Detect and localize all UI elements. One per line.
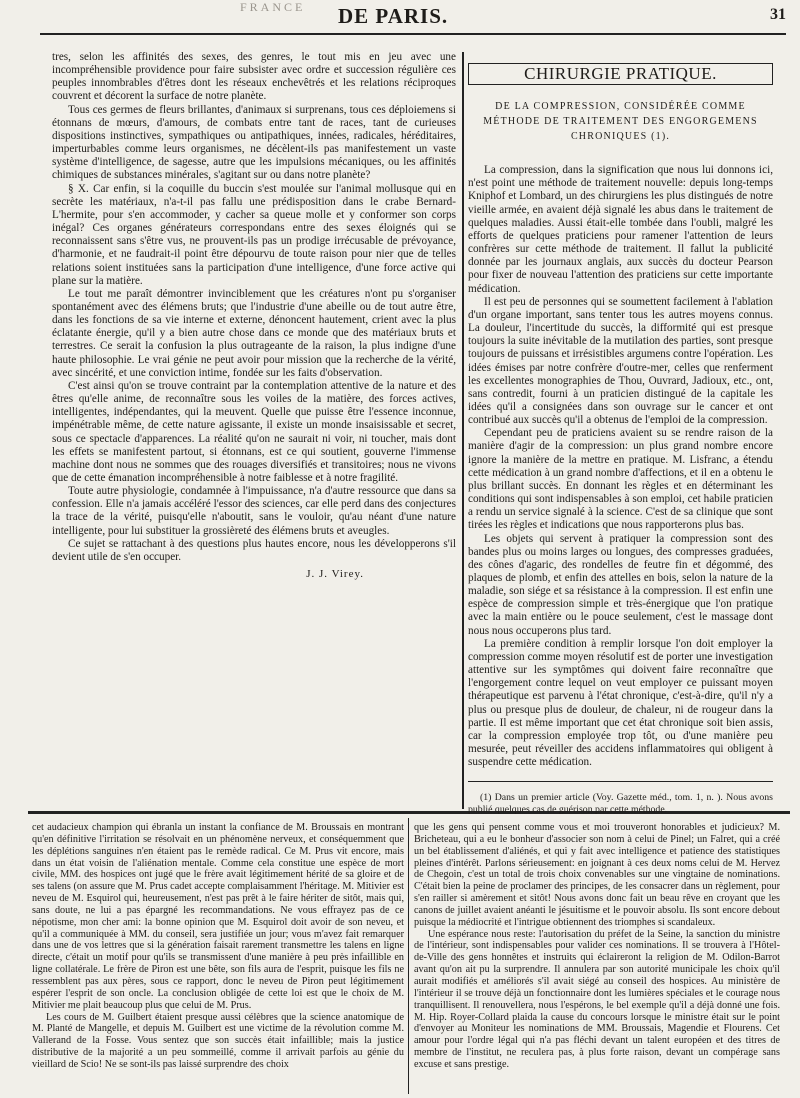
footnote-rule bbox=[468, 781, 773, 782]
paragraph: Tous ces germes de fleurs brillantes, d'animaux si surprenans, tous ces déploiemens si étonnans de mœurs, d'amours, de combats entre tant de races, tant de curieuses dispositions instinctives, sympathiques ou antipathiques, innées, radicales, héréditaires, imperturbables comme leurs organismes, ne décèlent-ils pas manifestement un vaste système d'intelligence, de sagesse, autre que les impulsions mécaniques, ou les affinités chimiques de substances minérales, s'agitant sur ou dans notre planète? bbox=[52, 103, 456, 182]
bottom-left-column bbox=[32, 822, 404, 1071]
paragraph: Les objets qui servent à pratiquer la compression sont des bandes plus ou moins larges ou longues, des compresses graduées, des cônes d'agaric, des rondelles de feutre fin et dégommé, des plaques de plomb, et enfin des attelles en bois, selon la nature de la maladie, son siége et sa résistance à la compression. Il est enfin une espèce de compression simple et très-énergique que l'on pratique avec la main entière ou le pouce seulement, c'est le massage dont nous nous occuperons plus tard. bbox=[468, 532, 773, 637]
paragraph: Le tout me paraît démontrer invinciblement que les créatures n'ont pu s'organiser spontanément avec des élémens bruts; que l'industrie d'une abeille ou de tout autre être, dans les fonctions de sa vie interne et externe, dénoncent hautement, crient avec la plus éclatante énergie, qu'il y a bien autre chose dans ce monde que des matériaux bruts et terrestres. Ce serait la confusion la plus outrageante de la raison, la plus indigne d'une haute philosophie. Le vrai génie ne peut avoir pour mission que la recherche de la vérité, avec sincérité, et une conviction intime, fondée sur les faits d'observation. bbox=[52, 287, 456, 379]
page-number: 31 bbox=[770, 6, 786, 23]
article-title: DE LA COMPRESSION, CONSIDÉRÉE COMME MÉTHODE DE TRAITEMENT DES ENGORGEMENS CHRONIQUES (1). bbox=[483, 101, 758, 143]
left-column bbox=[52, 51, 456, 581]
paragraph: Une espérance nous reste: l'autorisation du préfet de la Seine, la sanction du ministre de l'intérieur, sont indispensables pour valider ces nominations. Il se trouvera à l'Hôtel-de-Ville des gens honnêtes et instruits qui éclaireront la religion de M. Odilon-Barrot avant qu'on ait pu la surprendre. Il annulera par son autorité municipale les choix qu'il aurait modifiés et améliorés s'il avait siégé au conseil des hospices. Au ministère de l'intérieur il se trouve déjà un fonctionnaire dont les lumières spéciales et le courage nous tranquillisent. Il renouvellera, nous l'espérons, le bel exemple qu'il a déjà donné une fois. M. Hip. Royer-Collard plaida la cause du concours lorsque le ministre était sur le point d'envoyer au Moniteur les nominations de MM. Broussais, Magendie et Flourens. Cet amour pour l'ordre légal qui n'a pas fléchi devant un talent européen et des titres de membre de l'institut, ne reculera pas, à plus forte raison, devant un compérage sans excuse et sans prestige. bbox=[414, 928, 780, 1070]
paragraph: Il est peu de personnes qui se soumettent facilement à l'ablation d'un organe important, sans tenter tous les autres moyens connus. La douleur, l'incertitude du succès, la difformité qui est presque toujours la suite inévitable de la mutilation des parties, sont presque toujours de puissans et irrésistibles argumens contre l'opération. Les idées émises par notre confrère d'outre-mer, celles que renferment les excellentes monographies de Thou, Ouvrard, Jadioux, etc., ont, sans contredit, fourni à un praticien distingué de la capitale les idées qu'il a consignées dans son ouvrage sur le cancer et ont contribué aux succès qu'il a obtenus de l'emploi de la compression. bbox=[468, 295, 773, 427]
paragraph: cet audacieux champion qui ébranla un instant la confiance de M. Broussais en montrant qu'en définitive l'irritation se résolvait en un phénomène nerveux, et conséquemment que les déplétions sanguines n'en étaient pas le remède radical. Ce M. Prus vit encore, mais dans un état voisin de l'aliénation mentale. Comme cela constitue une espèce de mort civile, MM. des hospices ont jugé que le frère avait légitimement hérité de sa gloire et de ses talens (on assure que M. Prus cadet accepte complaisamment l'héritage. M. Mitivier est neveu de M. Esquirol qui, heureusement, n'est pas prêt à le faire hériter de sitôt, mais qui, sans doute, ne lui a pas épargné les recommandations. Ne vous effrayez pas de ce népotisme, mon cher ami: la bonne opinion que M. Esquirol doit avoir de son neveu, et qu'il a communiquée à MM. du conseil, sera justifiée un jour; vous m'avez fait remarquer dans une de vos lettres que si la génération faisait rarement transmettre les talens en ligne directe, c'était un motif pour qu'ils se transmissent d'une manière à peu près infaillible en ligne collatérale. Le frère de Piron est une bête, son fils aura de l'esprit, puisque les fils ne ressemblent pas aux pères, sous ce rapport, donc le neveu de Piron peut légitimement espérer l'esprit de son oncle. La conclusion obligée de cette loi est que le choix de M. Mitivier me plait beaucoup plus que celui de M. Prus. bbox=[32, 822, 404, 1011]
bottom-column-divider bbox=[408, 818, 409, 1094]
paragraph: Cependant peu de praticiens avaient su se rendre raison de la manière d'agir de la compression: un plus grand nombre encore ignore la manière de la mettre en pratique. M. Lisfranc, a étendu cette médication à un grand nombre d'affections, et il en a obtenu le plus brillant succès. En donnant les règles et en déterminant les conditions qui sont indispensables à son emploi, cet habile praticien a rendu un service signalé à la science. C'est de sa clinique que sont tirées les règles et indications que nous rapporterons plus bas. bbox=[468, 427, 773, 532]
column-divider bbox=[462, 52, 464, 809]
bleed-through-text: FRANCE bbox=[240, 0, 306, 14]
right-column bbox=[468, 63, 773, 816]
section-title: CHIRURGIE PRATIQUE. bbox=[468, 63, 773, 85]
paragraph: Toute autre physiologie, condamnée à l'impuissance, n'a d'autre ressource que dans sa confession. Elle n'a jamais accéléré l'essor des sciences, car elle perd dans des conjectures la trace de la vérité, puisqu'elle n'aboutit, sans le vouloir, qu'au néant d'une nature intelligente, pour lui substituer la grossièreté des élémens bruts et aveugles. bbox=[52, 485, 456, 537]
bottom-right-column bbox=[414, 822, 780, 1071]
masthead bbox=[0, 0, 800, 28]
header-rule bbox=[40, 33, 786, 35]
paragraph: § X. Car enfin, si la coquille du buccin s'est moulée sur l'animal mollusque qui en secrète les matériaux, n'a-t-il pas fallu une prédisposition dans le crabe Bernard-L'hermite, pour s'en accommoder, y cacher sa queue molle et y conformer son corps inégal? Ces organes générateurs correspondans entre des sexes éloignés qui se reconnaissent sans s'être vus, ne prouvent-ils pas un prodige irrécusable de prévoyance, d'harmonie, et ne faudrait-il point être dépourvu de toute raison pour nier que de telles relations soient instituées sans la participation d'une intelligence, d'une force active qui plane sur la matière. bbox=[52, 182, 456, 287]
paragraph: que les gens qui pensent comme vous et moi trouveront honorables et judicieux? M. Bricheteau, qui a eu le bonheur d'associer son nom à celui de Pinel; un Falret, qui a créé un bel établissement d'aliénés, et qui y fait avec intelligence et patience des statistiques pleines d'intérêt. Parlons sérieusement: en joignant à ces deux noms celui de M. Hervez de Chegoin, c'est un total de trois choix convenables sur une vingtaine de nominations. C'était bien la peine de proclamer des principes, de les consacrer dans un règlement, pour s'en railler si amèrement et sitôt! Nous avons donc fait un beau rêve en croyant que les canons de juillet avaient anéanti le jésuitisme et le pouvoir absolu. Ils sont encore debout puisque la médiocrité et l'intrigue obtiennent des triomphes si scandaleux. bbox=[414, 822, 780, 928]
paragraph: tres, selon les affinités des sexes, des genres, le tout mis en jeu avec une incompréhensible providence pour faire subsister avec ordre et succession régulière ces peuples innombrables d'êtres dont les réseaux enchevêtrés et les relations réciproques couvrent et décorent la surface de notre planète. bbox=[52, 51, 456, 103]
paragraph: C'est ainsi qu'on se trouve contraint par la contemplation attentive de la nature et des êtres qu'elle anime, de reconnaître sous les voiles de la matière, des forces actives, intelligentes, indépendantes, qui la meuvent. Quelle que puisse être l'essence inconnue, impénétrable même, de cette nature agissante, il existe un monde insaisissable et secret, sous ce spectacle d'apparences. La réalité qu'on ne saurait ni voir, ni toucher, mais dont les effets se manifestent partout, si étonnans, est ce qui soutient, gouverne l'immense machine dont nous ne sommes que des rouages diversifiés et transitoires; nous ne vivons que de cette émanation incompréhensible à notre faiblesse et à notre fragilité. bbox=[52, 379, 456, 484]
footnote: (1) Dans un premier article (Voy. Gazette méd., tom. 1, n. ). Nous avons publié quelques cas de guérison par cette méthode. bbox=[468, 792, 773, 816]
paragraph: La première condition à remplir lorsque l'on doit employer la compression comme moyen résolutif est de porter une investigation attentive sur les symptômes qui doivent faire reconnaître que l'engorgement contre lequel on veut employer ce puissant moyen thérapeutique est parvenu à l'état chronique, c'est-à-dire, qu'il n'y a plus ou presque plus de douleur, de chaleur, ni de rougeur dans la partie. Il est même important que cet état chronique soit bien assis, car la compression employée trop tôt, ou d'une manière peu mesurée, peut réveiller des accidens inflammatoires qui obligent à suspendre cette médication. bbox=[468, 637, 773, 769]
newspaper-title: DE PARIS. bbox=[338, 4, 449, 28]
paragraph: Les cours de M. Guilbert étaient presque aussi célèbres que la science anatomique de M. Planté de Mangelle, et depuis M. Guilbert est une victime de la révolution comme M. Vallerand de la Fosse. Vous sentez que son succès était infaillible; mais la justice distributive de la majorité a un peu sommeillé, comme il arrivait parfois au génie du vieillard de Scio! Ne se sont-ils pas laissé surprendre des choix bbox=[32, 1011, 404, 1070]
paragraph: La compression, dans la signification que nous lui donnons ici, n'est point une méthode de traitement nouvelle: depuis long-temps Kniphof et Lombard, un des chirurgiens les plus distingués de notre vieille armée, en avaient déjà signalé les abus dans le traitement de quelques maladies. Aussi était-elle tombée dans l'oubli, malgré les efforts de quelques praticiens pour ramener l'attention de leurs confrères sur cette méthode de traitement. Il fallut la publicité donnée par les journaux anglais, aux succès du docteur Pearson pour fixer de nouveau l'attention des praticiens sur cette importante médication. bbox=[468, 164, 773, 295]
paragraph: Ce sujet se rattachant à des questions plus hautes encore, nous les développerons s'il devient utile de s'en occuper. bbox=[52, 537, 456, 563]
author-signature: J. J. Virey. bbox=[306, 568, 364, 581]
